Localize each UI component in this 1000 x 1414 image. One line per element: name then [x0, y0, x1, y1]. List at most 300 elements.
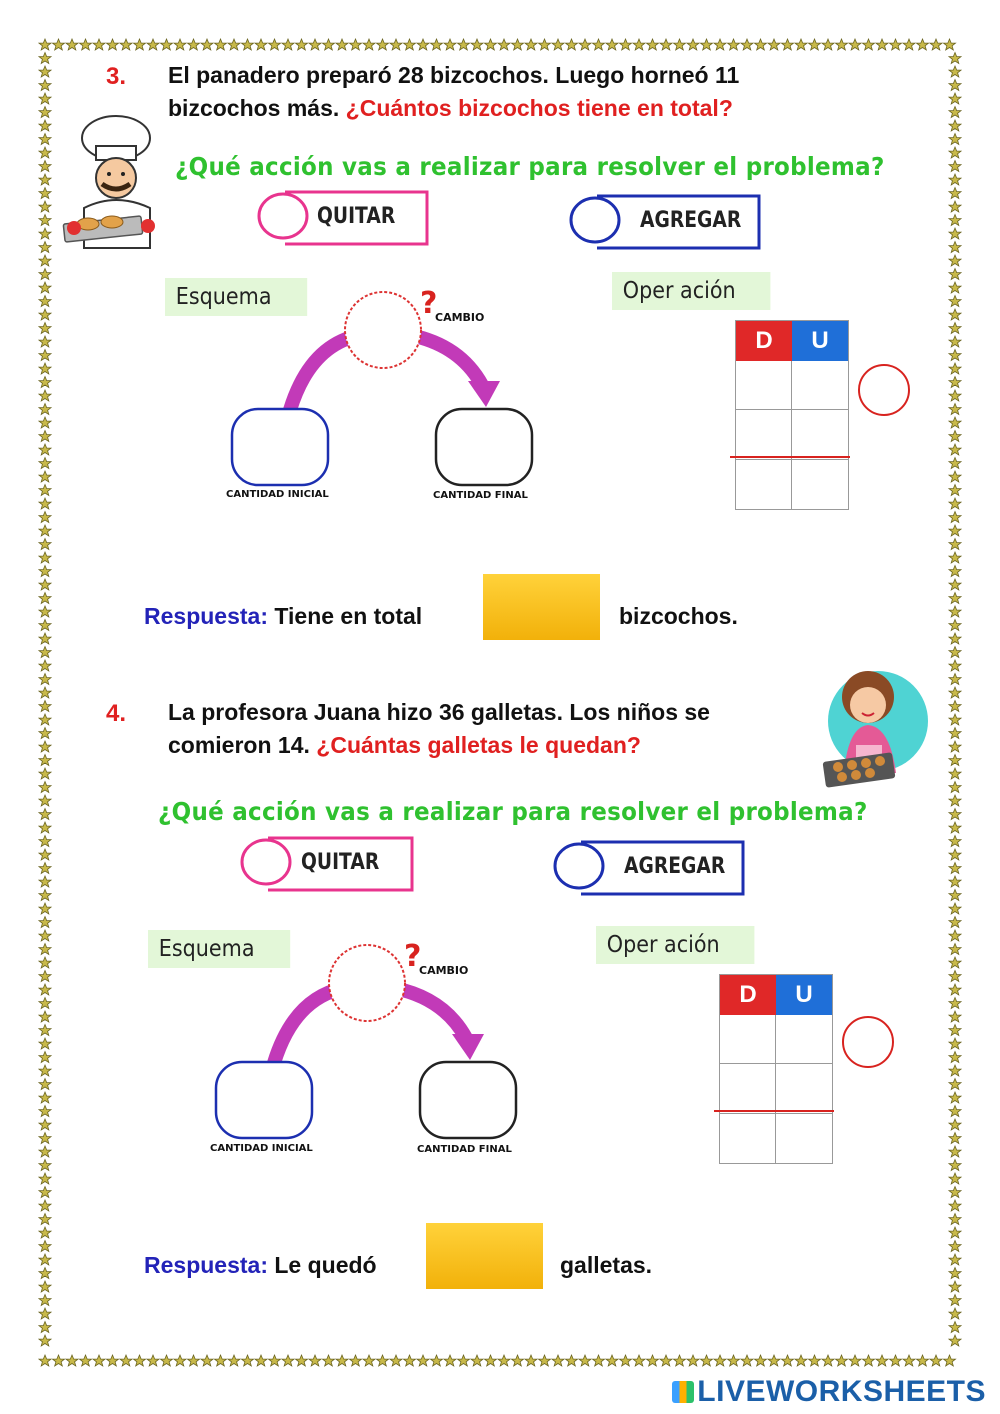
star-icon	[39, 1092, 51, 1103]
star-icon	[822, 39, 834, 50]
star-icon	[458, 39, 470, 50]
star-icon	[949, 458, 961, 469]
star-icon	[949, 957, 961, 968]
star-icon	[39, 174, 51, 185]
star-icon	[949, 296, 961, 307]
star-icon	[39, 1079, 51, 1090]
star-icon	[741, 1355, 753, 1366]
star-icon	[39, 1254, 51, 1265]
star-icon	[485, 1355, 497, 1366]
star-icon	[120, 39, 132, 50]
star-icon	[647, 1355, 659, 1366]
star-icon	[39, 525, 51, 536]
star-icon	[949, 417, 961, 428]
star-icon	[39, 701, 51, 712]
star-icon	[39, 1200, 51, 1211]
star-icon	[174, 39, 186, 50]
star-icon	[949, 498, 961, 509]
star-icon	[949, 390, 961, 401]
star-icon	[417, 39, 429, 50]
star-icon	[949, 1092, 961, 1103]
star-icon	[39, 336, 51, 347]
star-icon	[336, 39, 348, 50]
star-icon	[39, 1227, 51, 1238]
star-icon	[39, 944, 51, 955]
star-icon	[215, 1355, 227, 1366]
liveworksheets-logo-icon	[672, 1381, 694, 1403]
problem-4-line1-c: . Los niños se	[556, 699, 710, 725]
star-icon	[949, 134, 961, 145]
star-icon	[930, 1355, 942, 1366]
star-icon	[949, 768, 961, 779]
star-icon	[949, 1079, 961, 1090]
star-icon	[949, 336, 961, 347]
star-icon	[39, 782, 51, 793]
star-icon	[949, 728, 961, 739]
star-icon	[949, 836, 961, 847]
star-icon	[39, 147, 51, 158]
problem-4-line2-c: .	[303, 732, 317, 758]
star-icon	[93, 39, 105, 50]
problem-4-quitar-label[interactable]: QUITAR	[301, 850, 380, 875]
problem-4-col-d: D	[720, 975, 776, 1015]
star-icon	[949, 1281, 961, 1292]
star-icon	[949, 323, 961, 334]
star-icon	[949, 363, 961, 374]
star-icon	[444, 1355, 456, 1366]
star-icon	[949, 377, 961, 388]
star-icon	[949, 215, 961, 226]
problem-4-line2-a: comieron	[168, 732, 278, 758]
star-icon	[350, 39, 362, 50]
star-icon	[215, 39, 227, 50]
star-icon	[949, 525, 961, 536]
star-icon	[39, 1065, 51, 1076]
star-icon	[39, 1160, 51, 1171]
star-icon	[39, 363, 51, 374]
star-icon	[606, 1355, 618, 1366]
star-icon	[39, 1146, 51, 1157]
star-icon	[444, 39, 456, 50]
problem-4-line2-b: 14	[277, 732, 304, 758]
star-icon	[39, 552, 51, 563]
star-icon	[39, 1355, 51, 1366]
star-icon	[39, 215, 51, 226]
liveworksheets-logo[interactable]	[672, 1375, 986, 1409]
star-icon	[377, 39, 389, 50]
star-icon	[949, 539, 961, 550]
star-icon	[539, 1355, 551, 1366]
star-icon	[255, 39, 267, 50]
star-icon	[39, 728, 51, 739]
star-icon	[471, 1355, 483, 1366]
star-icon	[949, 512, 961, 523]
star-icon	[39, 822, 51, 833]
star-icon	[620, 1355, 632, 1366]
star-icon	[714, 1355, 726, 1366]
star-icon	[949, 1038, 961, 1049]
cambio-circle	[329, 945, 405, 1021]
star-icon	[39, 1052, 51, 1063]
star-icon	[579, 1355, 591, 1366]
star-icon	[93, 1355, 105, 1366]
star-icon	[949, 714, 961, 725]
star-icon	[39, 890, 51, 901]
star-icon	[949, 1308, 961, 1319]
problem-3-answer-input[interactable]	[483, 574, 600, 640]
star-icon	[39, 566, 51, 577]
problem-4-answer-label: Respuesta:	[144, 1252, 268, 1278]
star-icon	[228, 39, 240, 50]
star-icon	[161, 39, 173, 50]
star-icon	[458, 1355, 470, 1366]
final-quantity-box	[436, 409, 532, 485]
star-icon	[949, 579, 961, 590]
problem-4-statement	[168, 696, 828, 762]
star-icon	[949, 1227, 961, 1238]
star-icon	[949, 1011, 961, 1022]
star-icon	[782, 1355, 794, 1366]
problem-3-cantidad-inicial: CANTIDAD INICIAL	[226, 489, 329, 500]
star-icon	[39, 755, 51, 766]
star-icon	[606, 39, 618, 50]
star-icon	[949, 930, 961, 941]
star-icon	[39, 809, 51, 820]
star-icon	[949, 53, 961, 64]
star-icon	[80, 1355, 92, 1366]
star-icon	[917, 1355, 929, 1366]
problem-4-cantidad-final: CANTIDAD FINAL	[417, 1144, 512, 1155]
star-icon	[876, 1355, 888, 1366]
star-icon	[39, 93, 51, 104]
star-icon	[39, 863, 51, 874]
star-icon	[822, 1355, 834, 1366]
star-icon	[949, 822, 961, 833]
star-icon	[107, 1355, 119, 1366]
problem-3-answer-unit: bizcochos.	[619, 603, 738, 629]
star-icon	[949, 1160, 961, 1171]
star-icon	[949, 228, 961, 239]
star-icon	[949, 350, 961, 361]
problem-4-du-table	[719, 974, 833, 1164]
problem-4-line1-a: La profesora Juana hizo	[168, 699, 439, 725]
problem-4-result-line	[714, 1110, 834, 1112]
star-icon	[660, 39, 672, 50]
star-icon	[39, 296, 51, 307]
problem-4-cambio: CAMBIO	[419, 964, 469, 977]
star-icon	[39, 593, 51, 604]
star-icon	[39, 431, 51, 442]
star-icon	[949, 701, 961, 712]
star-icon	[949, 944, 961, 955]
star-icon	[39, 39, 51, 50]
star-icon	[949, 984, 961, 995]
star-icon	[539, 39, 551, 50]
star-icon	[949, 674, 961, 685]
star-icon	[660, 1355, 672, 1366]
star-icon	[39, 404, 51, 415]
problem-3-cantidad-final: CANTIDAD FINAL	[433, 490, 528, 501]
star-icon	[674, 1355, 686, 1366]
star-icon	[39, 471, 51, 482]
problem-3-col-d: D	[736, 321, 792, 361]
problem-3-number: 3.	[106, 63, 127, 90]
star-icon	[552, 1355, 564, 1366]
star-icon	[39, 579, 51, 590]
cambio-circle	[345, 292, 421, 368]
star-icon	[836, 39, 848, 50]
star-icon	[39, 971, 51, 982]
star-icon	[39, 1133, 51, 1144]
star-icon	[949, 1322, 961, 1333]
problem-4-answer-input[interactable]	[426, 1223, 543, 1289]
star-icon	[39, 903, 51, 914]
star-icon	[39, 674, 51, 685]
star-icon	[949, 107, 961, 118]
star-icon	[633, 39, 645, 50]
star-icon	[949, 80, 961, 91]
star-icon	[949, 809, 961, 820]
star-icon	[949, 1241, 961, 1252]
star-icon	[39, 512, 51, 523]
star-icon	[949, 174, 961, 185]
star-icon	[404, 1355, 416, 1366]
star-icon	[39, 660, 51, 671]
initial-quantity-box	[232, 409, 328, 485]
star-icon	[39, 309, 51, 320]
star-icon	[512, 39, 524, 50]
problem-3-operacion-label: Oper ación	[612, 272, 770, 310]
star-icon	[39, 795, 51, 806]
problem-4-esquema-label: Esquema	[148, 930, 290, 968]
star-icon	[949, 1214, 961, 1225]
liveworksheets-brand: LIVEWORKSHEETS	[697, 1375, 986, 1408]
quitar-radio-circle	[242, 840, 290, 884]
problem-3-result-line	[730, 456, 850, 458]
star-icon	[903, 1355, 915, 1366]
star-icon	[836, 1355, 848, 1366]
star-icon	[39, 633, 51, 644]
problem-3-line1: El panadero preparó 28 bizcochos. Luego horneó 11	[168, 62, 740, 88]
star-icon	[949, 620, 961, 631]
star-icon	[755, 39, 767, 50]
star-icon	[949, 633, 961, 644]
star-icon	[949, 1133, 961, 1144]
star-icon	[120, 1355, 132, 1366]
star-icon	[39, 1011, 51, 1022]
star-icon	[39, 741, 51, 752]
star-icon	[512, 1355, 524, 1366]
problem-4-answer-text: Le quedó	[274, 1252, 377, 1278]
star-icon	[949, 782, 961, 793]
star-icon	[134, 39, 146, 50]
star-icon	[809, 39, 821, 50]
star-icon	[949, 1254, 961, 1265]
problem-3-quitar-label[interactable]: QUITAR	[317, 204, 396, 229]
question-mark-icon: ?	[420, 286, 438, 321]
star-icon	[201, 39, 213, 50]
star-icon	[390, 1355, 402, 1366]
star-icon	[949, 431, 961, 442]
star-icon	[949, 552, 961, 563]
star-icon	[949, 188, 961, 199]
star-icon	[39, 269, 51, 280]
problem-3-question: ¿Cuántos bizcochos tiene en total?	[345, 95, 733, 121]
star-icon	[485, 39, 497, 50]
star-icon	[39, 498, 51, 509]
star-icon	[188, 39, 200, 50]
star-icon	[782, 39, 794, 50]
star-icon	[39, 1173, 51, 1184]
star-icon	[39, 485, 51, 496]
problem-4-scheme-diagram	[204, 938, 534, 1168]
problem-3-cambio: CAMBIO	[435, 311, 485, 324]
star-icon	[949, 876, 961, 887]
star-icon	[949, 201, 961, 212]
problem-3-action-question: ¿Qué acción vas a realizar para resolver el problema?	[175, 152, 885, 181]
star-icon	[930, 39, 942, 50]
problem-3-sign-circle[interactable]	[858, 364, 910, 416]
star-icon	[39, 80, 51, 91]
star-icon	[949, 1268, 961, 1279]
star-icon	[863, 39, 875, 50]
star-icon	[39, 390, 51, 401]
star-icon	[309, 1355, 321, 1366]
star-icon	[949, 647, 961, 658]
star-icon	[674, 39, 686, 50]
problem-4-agregar-label[interactable]: AGREGAR	[624, 854, 726, 879]
agregar-radio-circle	[555, 844, 603, 888]
star-icon	[39, 1268, 51, 1279]
baker-illustration	[56, 108, 168, 258]
star-icon	[309, 39, 321, 50]
star-icon	[949, 269, 961, 280]
star-icon	[39, 323, 51, 334]
problem-3-answer-text: Tiene en total	[274, 603, 423, 629]
star-icon	[949, 1187, 961, 1198]
problem-4-sign-circle[interactable]	[842, 1016, 894, 1068]
star-icon	[147, 1355, 159, 1366]
star-icon	[39, 120, 51, 131]
star-icon	[949, 741, 961, 752]
star-icon	[242, 1355, 254, 1366]
question-mark-icon: ?	[404, 939, 422, 974]
star-icon	[620, 39, 632, 50]
star-icon	[39, 917, 51, 928]
star-icon	[498, 1355, 510, 1366]
star-icon	[39, 836, 51, 847]
star-icon	[687, 1355, 699, 1366]
star-icon	[949, 795, 961, 806]
star-icon	[323, 1355, 335, 1366]
star-icon	[728, 39, 740, 50]
star-icon	[949, 687, 961, 698]
star-icon	[949, 404, 961, 415]
star-icon	[949, 1065, 961, 1076]
agregar-radio-circle	[571, 198, 619, 242]
star-icon	[579, 39, 591, 50]
star-icon	[917, 39, 929, 50]
star-icon	[552, 39, 564, 50]
star-icon	[876, 39, 888, 50]
star-icon	[498, 39, 510, 50]
star-icon	[949, 93, 961, 104]
star-icon	[39, 1214, 51, 1225]
star-icon	[949, 1200, 961, 1211]
star-icon	[949, 998, 961, 1009]
star-icon	[39, 849, 51, 860]
problem-4-action-question: ¿Qué acción vas a realizar para resolver el problema?	[158, 797, 868, 826]
star-icon	[39, 417, 51, 428]
star-icon	[949, 849, 961, 860]
star-icon	[566, 1355, 578, 1366]
star-icon	[949, 66, 961, 77]
star-icon	[949, 903, 961, 914]
star-icon	[39, 282, 51, 293]
star-icon	[39, 1335, 51, 1346]
star-icon	[903, 39, 915, 50]
star-icon	[949, 755, 961, 766]
star-icon	[66, 39, 78, 50]
quitar-radio-circle	[259, 194, 307, 238]
problem-3-col-u: U	[792, 321, 848, 361]
star-icon	[849, 1355, 861, 1366]
star-icon	[633, 1355, 645, 1366]
star-icon	[269, 39, 281, 50]
star-icon	[768, 39, 780, 50]
star-icon	[188, 1355, 200, 1366]
star-icon	[890, 39, 902, 50]
problem-3-agregar-label[interactable]: AGREGAR	[640, 208, 742, 233]
star-icon	[296, 1355, 308, 1366]
star-icon	[471, 39, 483, 50]
star-icon	[363, 1355, 375, 1366]
star-icon	[949, 971, 961, 982]
star-icon	[39, 1295, 51, 1306]
star-icon	[431, 1355, 443, 1366]
star-icon	[66, 1355, 78, 1366]
star-icon	[949, 1119, 961, 1130]
star-icon	[417, 1355, 429, 1366]
star-icon	[39, 620, 51, 631]
star-icon	[39, 66, 51, 77]
star-icon	[949, 660, 961, 671]
final-quantity-box	[420, 1062, 516, 1138]
star-icon	[949, 242, 961, 253]
star-icon	[323, 39, 335, 50]
problem-4-cantidad-inicial: CANTIDAD INICIAL	[210, 1143, 313, 1154]
problem-3-esquema-label: Esquema	[165, 278, 307, 316]
star-icon	[39, 458, 51, 469]
star-icon	[39, 1025, 51, 1036]
star-icon	[728, 1355, 740, 1366]
star-icon	[890, 1355, 902, 1366]
star-icon	[296, 39, 308, 50]
star-icon	[39, 957, 51, 968]
star-icon	[949, 120, 961, 131]
star-icon	[80, 39, 92, 50]
star-icon	[39, 1281, 51, 1292]
star-icon	[39, 188, 51, 199]
star-icon	[39, 377, 51, 388]
star-icon	[39, 134, 51, 145]
star-icon	[949, 917, 961, 928]
star-icon	[39, 687, 51, 698]
star-icon	[39, 53, 51, 64]
star-icon	[53, 1355, 65, 1366]
star-icon	[566, 39, 578, 50]
star-icon	[269, 1355, 281, 1366]
